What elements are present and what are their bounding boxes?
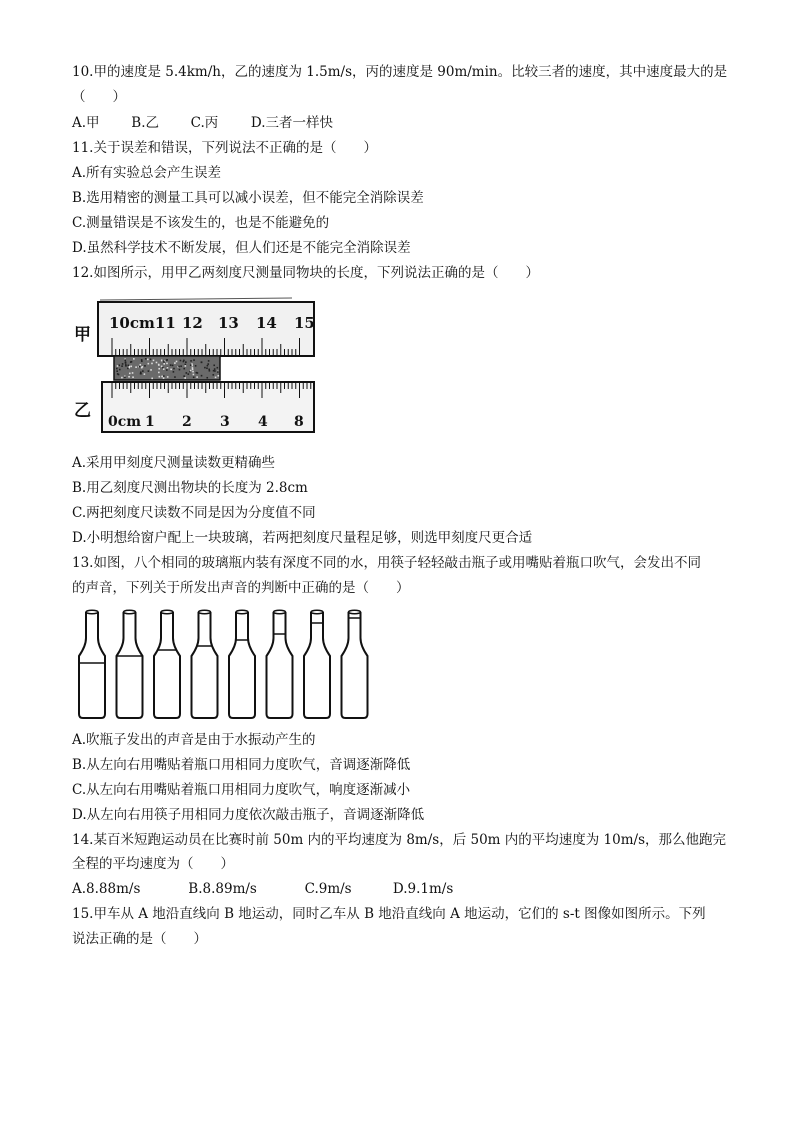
ruler-jia-edge <box>100 298 292 300</box>
bottle-water <box>265 634 295 718</box>
label-jia: 甲 <box>74 325 91 345</box>
q14-stem-line2: 全程的平均速度为（ ） <box>72 856 234 872</box>
ruler-yi-tick-label-3: 3 <box>220 414 230 430</box>
q10-option-c[interactable]: C.丙 <box>190 115 219 131</box>
q12-option-d[interactable]: D.小明想给窗户配上一块玻璃，若两把刻度尺量程足够，则选甲刻度尺更合适 <box>72 530 533 546</box>
bottle-water <box>115 656 145 718</box>
ruler-jia-tick-label-14: 14 <box>256 314 277 332</box>
q14-option-b[interactable]: B.8.89m/s <box>188 881 257 897</box>
bottle-water <box>190 646 220 718</box>
ruler-jia-tick-label-15: 15 <box>294 314 315 332</box>
q15-stem-line1: 15.甲车从 A 地沿直线向 B 地运动，同时乙车从 B 地沿直线向 A 地运动，它们的 s-t 图像如图所示。下列 <box>72 906 706 922</box>
q13-option-c[interactable]: C.从左向右用嘴贴着瓶口用相同力度吹气，响度逐渐减小 <box>72 782 411 798</box>
q13-option-b[interactable]: B.从左向右用嘴贴着瓶口用相同力度吹气，音调逐渐降低 <box>72 757 411 773</box>
q14-option-c[interactable]: C.9m/s <box>304 881 352 897</box>
q13-bottles-figure <box>74 606 394 724</box>
q13-stem-line1: 13.如图，八个相同的玻璃瓶内装有深度不同的水，用筷子轻轻敲击瓶子或用嘴贴着瓶口吹气，会发出不同 <box>72 555 701 571</box>
bottle <box>302 610 332 718</box>
ruler-yi-tick-label-0: 0cm <box>108 414 142 430</box>
ruler-jia-tick-label-12: 12 <box>182 314 203 332</box>
ruler-jia-tick-label-13: 13 <box>218 314 239 332</box>
q13-option-d[interactable]: D.从左向右用筷子用相同力度依次敲击瓶子，音调逐渐降低 <box>72 807 425 823</box>
bottle <box>227 610 257 718</box>
ruler-jia-tick-label-10: 10cm11 <box>109 314 176 332</box>
q12-ruler-figure <box>70 292 330 440</box>
q10-stem-line1: 10.甲的速度是 5.4km/h，乙的速度为 1.5m/s，丙的速度是 90m/min。比较三者的速度，其中速度最大的是 <box>72 64 728 80</box>
ruler-yi-tick-label-2: 2 <box>182 414 192 430</box>
q10-stem-line2: （ ） <box>72 89 126 105</box>
q15-stem-line2: 说法正确的是（ ） <box>72 931 207 947</box>
bottle <box>190 610 220 718</box>
q11-option-b[interactable]: B.选用精密的测量工具可以减小误差，但不能完全消除误差 <box>72 190 424 206</box>
bottle-water <box>302 623 332 718</box>
q12-option-b[interactable]: B.用乙刻度尺测出物块的长度为 2.8cm <box>72 480 308 496</box>
label-yi: 乙 <box>74 401 91 421</box>
q12-option-a[interactable]: A.采用甲刻度尺测量读数更精确些 <box>72 455 276 471</box>
ruler-yi-tick-label-1: 1 <box>145 414 155 430</box>
q10-option-b[interactable]: B.乙 <box>131 115 160 131</box>
bottle <box>265 610 295 718</box>
q11-option-d[interactable]: D.虽然科学技术不断发展，但人们还是不能完全消除误差 <box>72 240 411 256</box>
q11-option-a[interactable]: A.所有实验总会产生误差 <box>72 165 222 181</box>
q13-option-a[interactable]: A.吹瓶子发出的声音是由于水振动产生的 <box>72 732 316 748</box>
bottle-water <box>340 618 370 718</box>
q14-stem-line1: 14.某百米短跑运动员在比赛时前 50m 内的平均速度为 8m/s，后 50m 内的平均速度为 10m/s，那么他跑完 <box>72 832 726 848</box>
q11-stem: 11.关于误差和错误，下列说法不正确的是（ ） <box>72 140 377 156</box>
bottle <box>340 610 370 718</box>
q12-option-c[interactable]: C.两把刻度尺读数不同是因为分度值不同 <box>72 505 316 521</box>
q14-option-d[interactable]: D.9.1m/s <box>392 881 454 897</box>
bottle <box>152 610 182 718</box>
q14-options <box>72 879 453 899</box>
measured-block <box>114 356 220 380</box>
q10-option-a[interactable]: A.甲 <box>72 115 100 131</box>
bottle <box>77 610 107 718</box>
q14-option-a[interactable]: A.8.88m/s <box>72 881 141 897</box>
q13-stem-line2: 的声音，下列关于所发出声音的判断中正确的是（ ） <box>72 580 410 596</box>
bottle <box>115 610 145 718</box>
bottle-water <box>77 663 107 718</box>
q10-options <box>72 113 333 133</box>
ruler-yi-tick-label-4: 4 <box>258 414 268 430</box>
bottle-water <box>152 650 182 718</box>
ruler-yi-tick-label-5: 8 <box>294 414 304 430</box>
q11-option-c[interactable]: C.测量错误是不该发生的，也是不能避免的 <box>72 215 330 231</box>
q12-stem: 12.如图所示，用甲乙两刻度尺测量同物块的长度，下列说法正确的是（ ） <box>72 265 539 281</box>
q10-option-d[interactable]: D.三者一样快 <box>250 115 334 131</box>
